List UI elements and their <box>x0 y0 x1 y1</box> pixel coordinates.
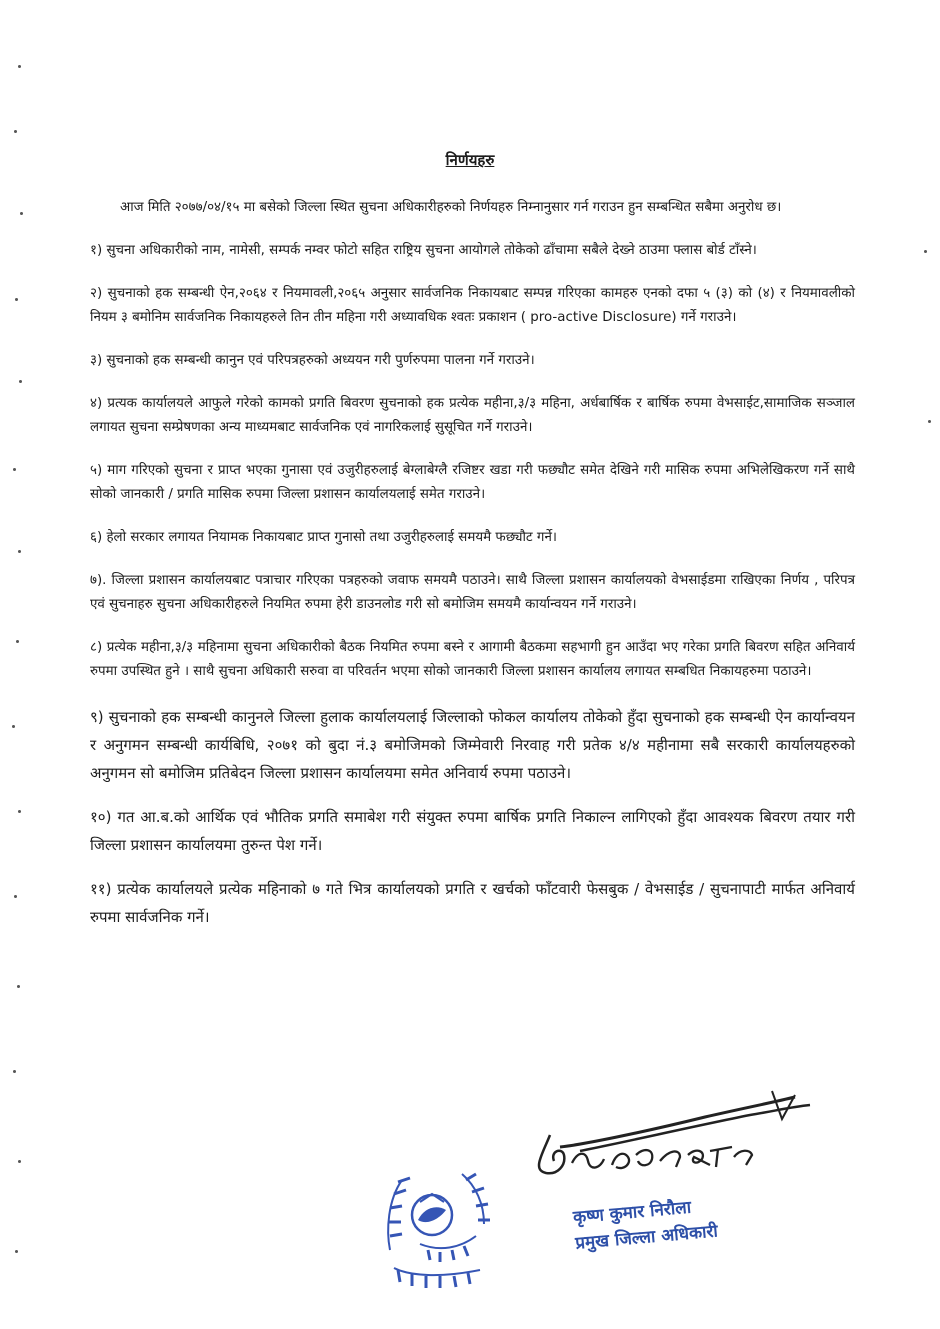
signatory-block <box>572 1186 796 1257</box>
scan-speck <box>18 550 21 553</box>
scan-speck <box>13 468 16 471</box>
scan-speck <box>13 1070 16 1073</box>
scan-speck <box>15 1250 18 1253</box>
scan-speck <box>15 298 18 301</box>
decision-item-1: १) सुचना अधिकारीको नाम, नामेसी, सम्पर्क नम्वर फोटो सहित राष्ट्रिय सुचना आयोगले तोकेको ढाँचामा सबैले देख्ने ठाउमा फ्लास बोर्ड टाँस्ने। <box>90 243 757 258</box>
scan-speck <box>17 985 20 988</box>
scan-speck <box>14 130 17 133</box>
document-title: निर्णयहरु <box>445 151 495 169</box>
document-body <box>90 196 855 947</box>
scan-speck <box>14 895 17 898</box>
decision-item-6: ६) हेलो सरकार लगायत नियामक निकायबाट प्राप्त गुनासो तथा उजुरीहरुलाई समयमै फछ्यौट गर्ने। <box>90 530 557 545</box>
scan-speck <box>924 250 927 253</box>
signatory-designation: प्रमुख जिल्ला अधिकारी <box>574 1221 719 1254</box>
decision-item-7: ७). जिल्ला प्रशासन कार्यालयबाट पत्राचार गरिएका पत्रहरुको जवाफ समयमै पठाउने। साथै जिल्ला प्रशासन कार्यालयको वेभसाईडमा राखिएका निर्णय , परिपत्र एवं सुचनाहरु सुचना अधिकारीहरुले नियमित रुपमा हेरी डाउनलोड गरी सो बमोजिम समयमै कार्यान्वयन गर्ने गराउने। <box>90 573 855 612</box>
decision-item-5: ५) माग गरिएको सुचना र प्राप्त भएका गुनासा एवं उजुरीहरुलाई बेग्लाबेग्लै रजिष्टर खडा गरी फछ्यौट समेत देखिने गरी मासिक रुपमा अभिलेखिकरण गर्ने साथै सोको जानकारी / प्रगति मासिक रुपमा जिल्ला प्रशासन कार्यालयलाई समेत गराउने। <box>90 463 855 502</box>
decision-item-2: २) सुचनाको हक सम्बन्धी ऐन,२०६४ र नियमावली,२०६५ अनुसार सार्वजनिक निकायबाट सम्पन्न गरिएका कामहरु एनको दफा ५ (३) को (४) र नियमावलीको नियम ३ बमोनिम सार्वजनिक निकायहरुले तिन तीन महिना गरी अध्यावधिक श्वतः प्रकाशन ( pro-active Disclosure) गर्ने गराउने। <box>90 286 855 325</box>
scan-speck <box>18 65 21 68</box>
scan-speck <box>20 212 23 215</box>
scan-speck <box>19 380 22 383</box>
decision-item-11: ११) प्रत्येक कार्यालयले प्रत्येक महिनाको ७ गते भित्र कार्यालयको प्रगति र खर्चको फाँटवारी फेसबुक / वेभसाईड / सुचनापाटी मार्फत अनिवार्य रुपमा सार्वजनिक गर्ने। <box>90 880 855 926</box>
scan-speck <box>928 420 931 423</box>
intro-paragraph: आज मिति २०७७/०४/१५ मा बसेको जिल्ला स्थित सुचना अधिकारीहरुको निर्णयहरु निम्नानुसार गर्न गराउन हुन सम्बन्धित सबैमा अनुरोध छ। <box>120 200 782 215</box>
scan-speck <box>18 1160 21 1163</box>
scan-speck <box>18 810 21 813</box>
decision-item-8: ८) प्रत्येक महीना,३/३ महिनामा सुचना अधिकारीको बैठक नियमित रुपमा बस्ने र आगामी बैठकमा सहभागी हुन आउँदा भए गरेका प्रगति बिवरण सहित अनिवार्य रुपमा उपस्थित हुने । साथै सुचना अधिकारी सरुवा वा परिवर्तन भएमा सोको जानकारी जिल्ला प्रशासन कार्यालय लगायत सम्बधित निकायहरुमा पठाउने। <box>90 640 855 679</box>
scan-speck <box>16 640 19 643</box>
signatory-name: कृष्ण कुमार निरौला <box>572 1197 692 1228</box>
scan-speck <box>12 725 15 728</box>
decision-item-3: ३) सुचनाको हक सम्बन्धी कानुन एवं परिपत्रहरुको अध्ययन गरी पुर्णरुपमा पालना गर्ने गराउने। <box>90 353 535 368</box>
handwritten-signature <box>520 1085 820 1195</box>
office-seal <box>380 1160 510 1290</box>
decision-item-4: ४) प्रत्यक कार्यालयले आफुले गरेको कामको प्रगति बिवरण सुचनाको हक प्रत्येक महीना,३/३ महिना, अर्धबार्षिक र बार्षिक रुपमा वेभसाईट,सामाजिक सञ्जाल लगायत सुचना सम्प्रेषणका अन्य माध्यमबाट सार्वजनिक एवं नागरिकलाई सुसूचित गर्ने गराउने। <box>90 396 855 435</box>
decision-item-9: ९) सुचनाको हक सम्बन्धी कानुनले जिल्ला हुलाक कार्यालयलाई जिल्लाको फोकल कार्यालय तोकेको हुँदा सुचनाको हक सम्बन्धी ऐन कार्यान्वयन र अनुगमन सम्बन्धी कार्यबिधि, २०७१ को बुदा नं.३ बमोजिमको जिम्मेवारी निरवाह गरी प्रतेक ४/४ महीनामा सबै सरकारी कार्यालयहरुको अनुगमन सो बमोजिम प्रतिबेदन जिल्ला प्रशासन कार्यालयमा समेत अनिवार्य रुपमा पठाउने। <box>90 708 855 782</box>
decision-item-10: १०) गत आ.ब.को आर्थिक एवं भौतिक प्रगति समाबेश गरी संयुक्त रुपमा बार्षिक प्रगति निकाल्न लागिएको हुँदा आवश्यक बिवरण तयार गरी जिल्ला प्रशासन कार्यालयमा तुरुन्त पेश गर्ने। <box>90 808 855 854</box>
